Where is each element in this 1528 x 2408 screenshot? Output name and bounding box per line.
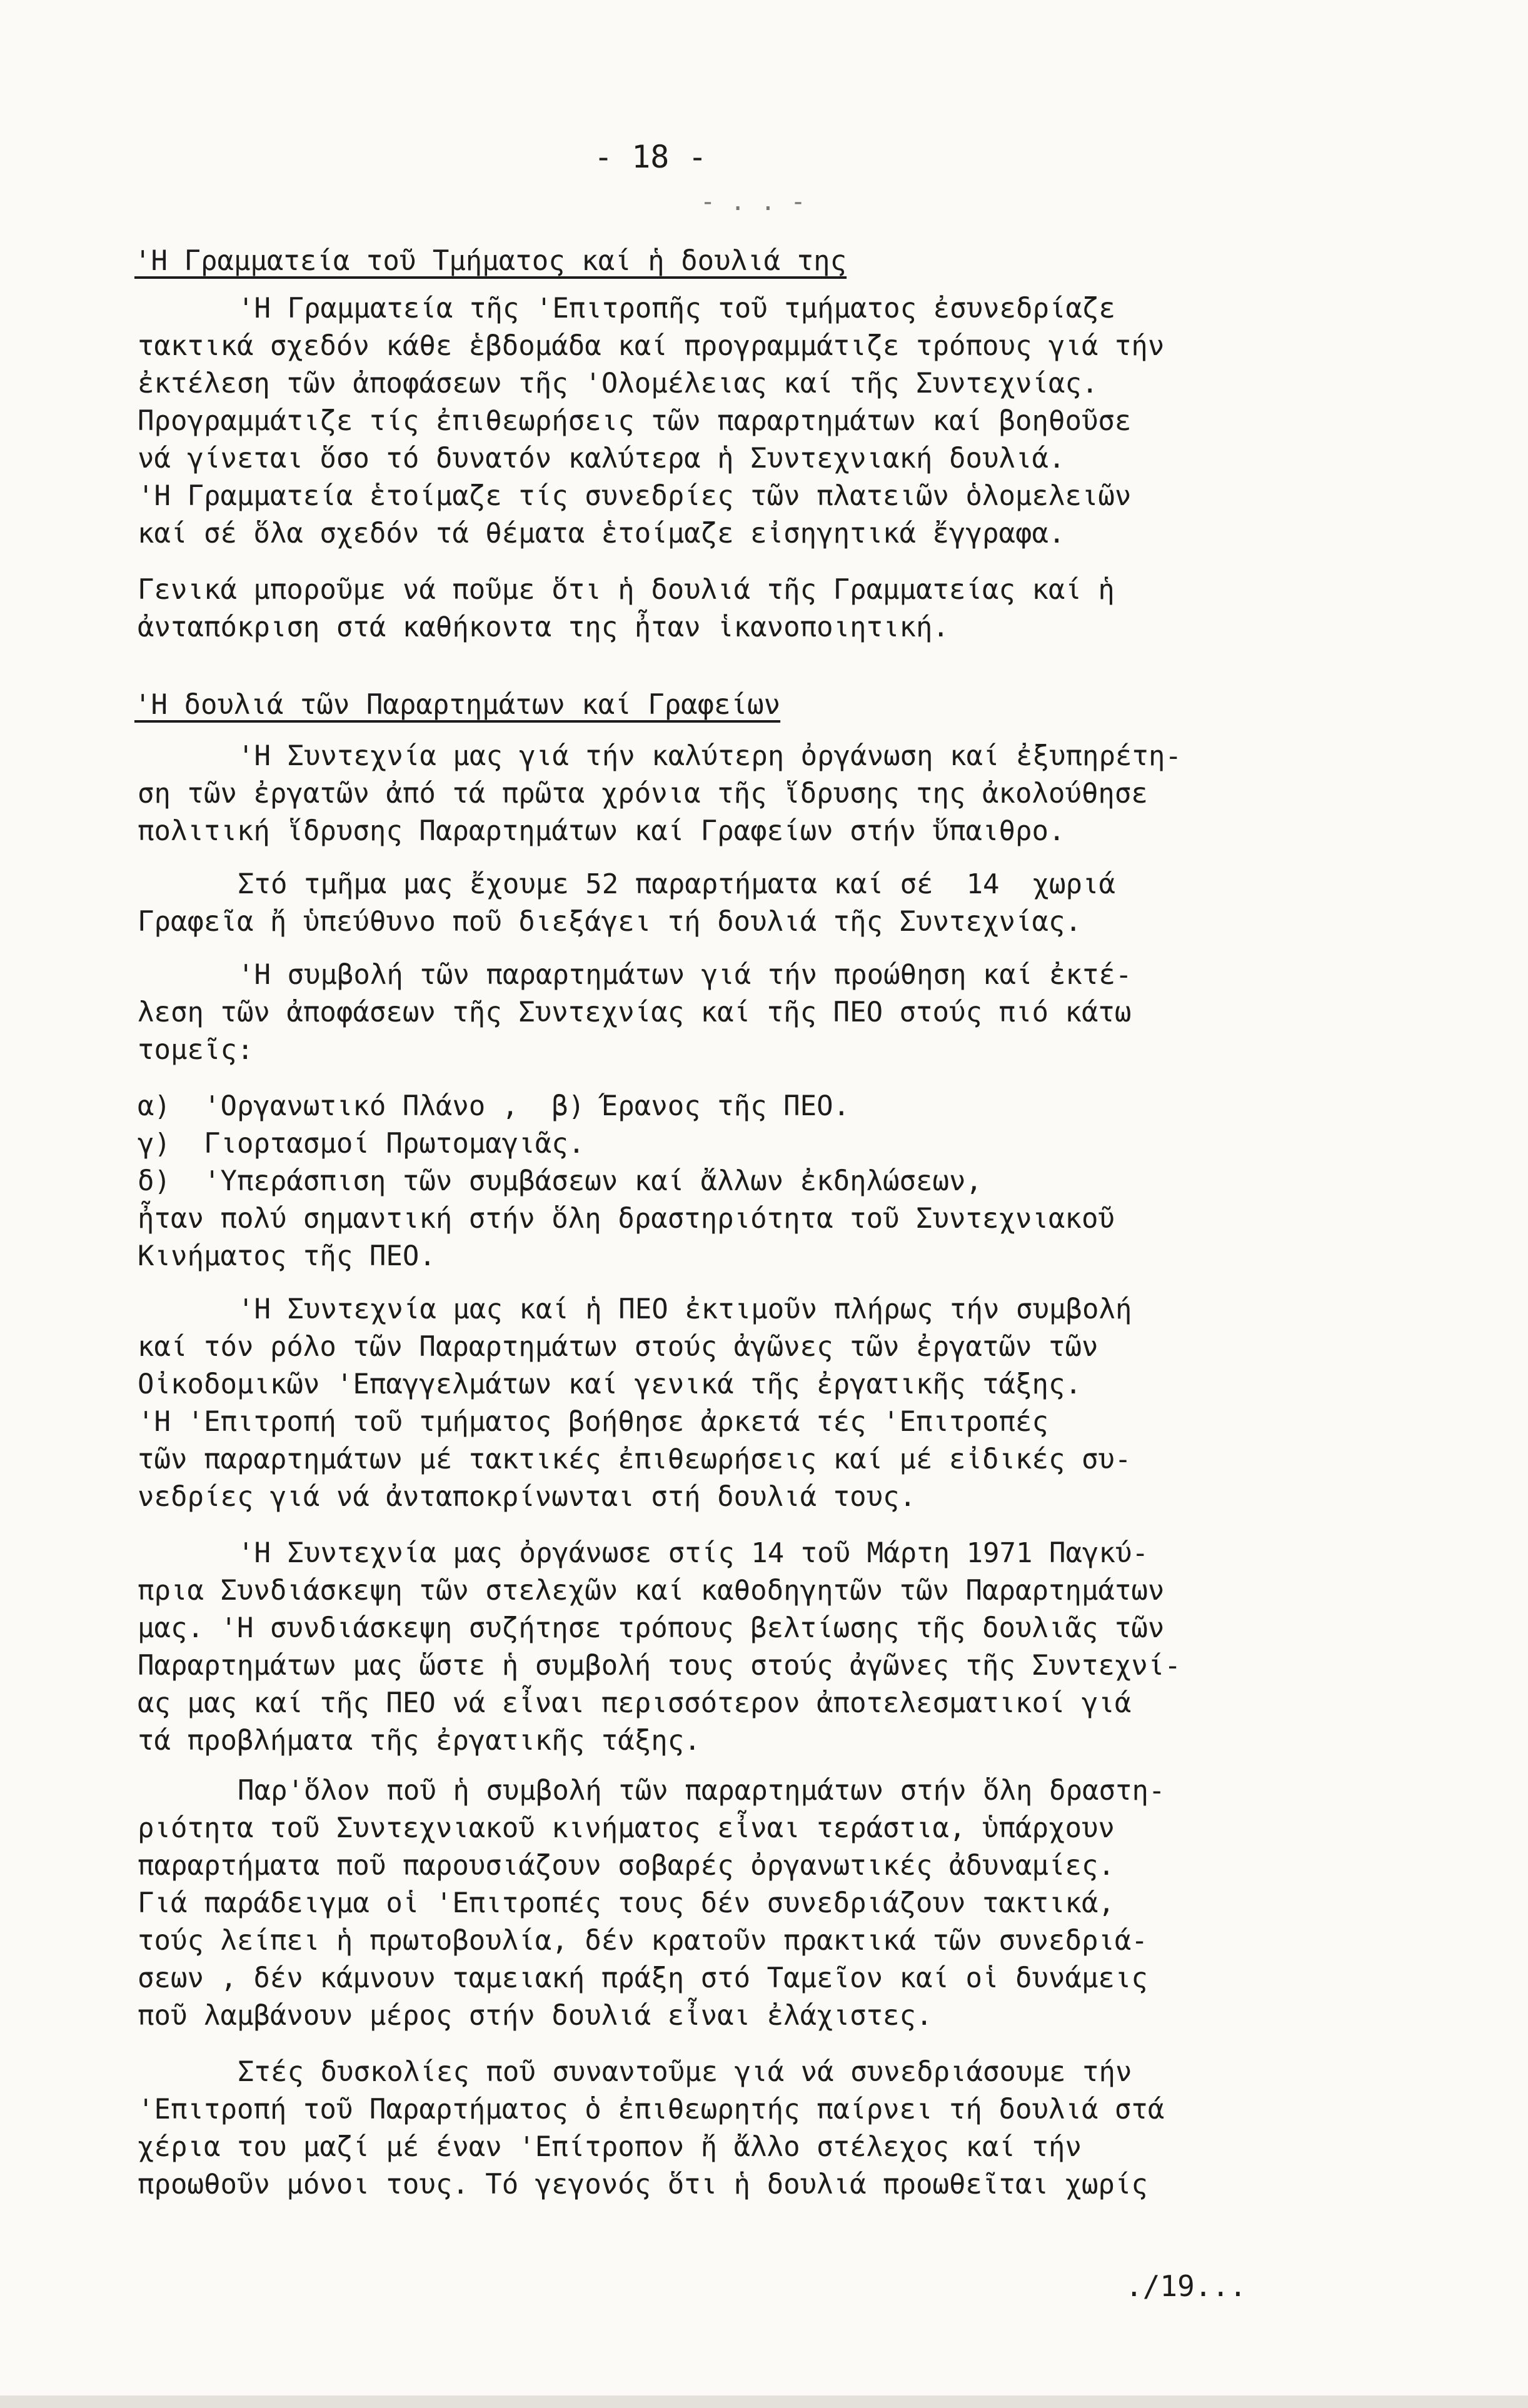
text-line: καί τόν ρόλο τῶν Παραρτημάτων στούς ἀγῶνες τῶν ἐργατῶν τῶν: [138, 1331, 1098, 1363]
text-line: τῶν παραρτημάτων μέ τακτικές ἐπιθεωρήσεις καί μέ εἰδικές συ-: [138, 1443, 1132, 1475]
text-line: τακτικά σχεδόν κάθε ἑβδομάδα καί προγραμμάτιζε τρόπους γιά τήν: [138, 330, 1165, 362]
text-line: καί σέ ὅλα σχεδόν τά θέματα ἑτοίμαζε εἰσηγητικά ἔγγραφα.: [138, 518, 1065, 549]
text-line: ας μας καί τῆς ΠΕΟ νά εἶναι περισσότερον ἀποτελεσματικοί γιά: [138, 1687, 1132, 1719]
text-line: νά γίνεται ὅσο τό δυνατόν καλύτερα ἡ Συντεχνιακή δουλιά.: [138, 443, 1065, 474]
section-heading: 'Η δουλιά τῶν Παραρτημάτων καί Γραφείων: [134, 689, 781, 721]
text-line: λεση τῶν ἀποφάσεων τῆς Συντεχνίας καί τῆς ΠΕΟ στούς πιό κάτω: [138, 996, 1132, 1028]
top-mark: - . . -: [700, 188, 806, 216]
text-line: Γενικά μποροῦμε νά ποῦμε ὅτι ἡ δουλιά τῆς Γραμματείας καί ἡ: [138, 574, 1115, 606]
text-line: παραρτήματα ποῦ παρουσιάζουν σοβαρές ὀργανωτικές ἀδυναμίες.: [138, 1850, 1115, 1882]
text-line: Παρ'ὅλον ποῦ ἡ συμβολή τῶν παραρτημάτων στήν ὅλη δραστη-: [238, 1775, 1165, 1807]
text-line: 'Η Γραμματεία ἑτοίμαζε τίς συνεδρίες τῶν πλατειῶν ὁλομελειῶν: [138, 480, 1132, 512]
text-line: χέρια του μαζί μέ έναν 'Επίτροπον ἤ ἄλλο στέλεχος καί τήν: [138, 2131, 1082, 2163]
text-line: Προγραμμάτιζε τίς ἐπιθεωρήσεις τῶν παραρτημάτων καί βοηθοῦσε: [138, 405, 1132, 437]
text-line: 'Η 'Επιτροπή τοῦ τμήματος βοήθησε ἀρκετά τές 'Επιτροπές: [138, 1406, 1048, 1438]
text-line: τούς λείπει ἡ πρωτοβουλία, δέν κρατοῦν πρακτικά τῶν συνεδριά-: [138, 1925, 1148, 1957]
text-line: ριότητα τοῦ Συντεχνιακοῦ κινήματος εἶναι τεράστια, ὑπάρχουν: [138, 1812, 1115, 1844]
text-line: Στό τμῆμα μας ἔχουμε 52 παραρτήματα καί σέ 14 χωριά: [238, 868, 1115, 900]
text-line: μας. 'Η συνδιάσκεψη συζήτησε τρόπους βελτίωσης τῆς δουλιᾶς τῶν: [138, 1612, 1165, 1644]
text-line: Γιά παράδειγμα οἱ 'Επιτροπές τους δέν συνεδριάζουν τακτικά,: [138, 1887, 1115, 1919]
text-line: σεων , δέν κάμνουν ταμειακή πράξη στό Ταμεῖον καί οἱ δυνάμεις: [138, 1962, 1148, 1994]
text-line: Γραφεῖα ἤ ὑπεύθυνο ποῦ διεξάγει τή δουλιά τῆς Συντεχνίας.: [138, 906, 1082, 938]
text-line: ἐκτέλεση τῶν ἀποφάσεων τῆς 'Ολομέλειας καί τῆς Συντεχνίας.: [138, 368, 1098, 399]
page-number: - 18 -: [594, 139, 707, 175]
text-line: ἦταν πολύ σημαντική στήν ὅλη δραστηριότητα τοῦ Συντεχνιακοῦ: [138, 1203, 1115, 1235]
text-line: ποῦ λαμβάνουν μέρος στήν δουλιά εἶναι ἐλάχιστες.: [138, 2000, 933, 2032]
text-line: τά προβλήματα τῆς ἐργατικῆς τάξης.: [138, 1725, 701, 1757]
text-line: προωθοῦν μόνοι τους. Τό γεγονός ὅτι ἡ δουλιά προωθεῖται χωρίς: [138, 2169, 1148, 2200]
text-line: 'Επιτροπή τοῦ Παραρτήματος ὁ ἐπιθεωρητής παίρνει τή δουλιά στά: [138, 2094, 1165, 2125]
text-line: πολιτική ἵδρυσης Παραρτημάτων καί Γραφείων στήν ὕπαιθρο.: [138, 815, 1065, 847]
text-line: τομεῖς:: [138, 1034, 254, 1066]
text-line: ἀνταπόκριση στά καθήκοντα της ἦταν ἱκανοποιητική.: [138, 611, 950, 643]
list-item: δ) 'Υπεράσπιση τῶν συμβάσεων καί ἄλλων ἐκδηλώσεων,: [138, 1165, 983, 1197]
text-line: νεδρίες γιά νά ἀνταποκρίνωνται στή δουλιά τους.: [138, 1481, 917, 1513]
text-line: Στές δυσκολίες ποῦ συναντοῦμε γιά νά συνεδριάσουμε τήν: [238, 2056, 1132, 2088]
list-item: α) 'Οργανωτικό Πλάνο , β) Έρανος τῆς ΠΕΟ.: [138, 1090, 850, 1122]
text-line: Οἰκοδομικῶν 'Επαγγελμάτων καί γενικά τῆς ἐργατικῆς τάξης.: [138, 1368, 1082, 1400]
text-line: 'Η Γραμματεία τῆς 'Επιτροπῆς τοῦ τμήματος ἐσυνεδρίαζε: [238, 293, 1115, 324]
scan-edge: [0, 2395, 1528, 2408]
section-heading: 'Η Γραμματεία τοῦ Τμήματος καί ἡ δουλιά της: [134, 245, 847, 277]
text-line: 'Η Συντεχνία μας γιά τήν καλύτερη ὀργάνωση καί ἐξυπηρέτη-: [238, 740, 1182, 772]
list-item: γ) Γιορτασμοί Πρωτομαγιᾶς.: [138, 1128, 585, 1160]
text-line: πρια Συνδιάσκεψη τῶν στελεχῶν καί καθοδηγητῶν τῶν Παραρτημάτων: [138, 1575, 1165, 1607]
text-line: ση τῶν ἐργατῶν ἀπό τά πρῶτα χρόνια τῆς ἵδρυσης της ἀκολούθησε: [138, 778, 1148, 810]
text-line: 'Η Συντεχνία μας ὀργάνωσε στίς 14 τοῦ Μάρτη 1971 Παγκύ-: [238, 1537, 1149, 1569]
text-line: Κινήματος τῆς ΠΕΟ.: [138, 1240, 436, 1272]
text-line: 'Η συμβολή τῶν παραρτημάτων γιά τήν προώθηση καί ἐκτέ-: [238, 959, 1132, 991]
continuation-marker: ./19...: [1125, 2269, 1247, 2303]
text-line: Παραρτημάτων μας ὥστε ἡ συμβολή τους στούς ἀγῶνες τῆς Συντεχνί-: [138, 1650, 1181, 1682]
text-line: 'Η Συντεχνία μας καί ἡ ΠΕΟ ἐκτιμοῦν πλήρως τήν συμβολή: [238, 1293, 1132, 1325]
